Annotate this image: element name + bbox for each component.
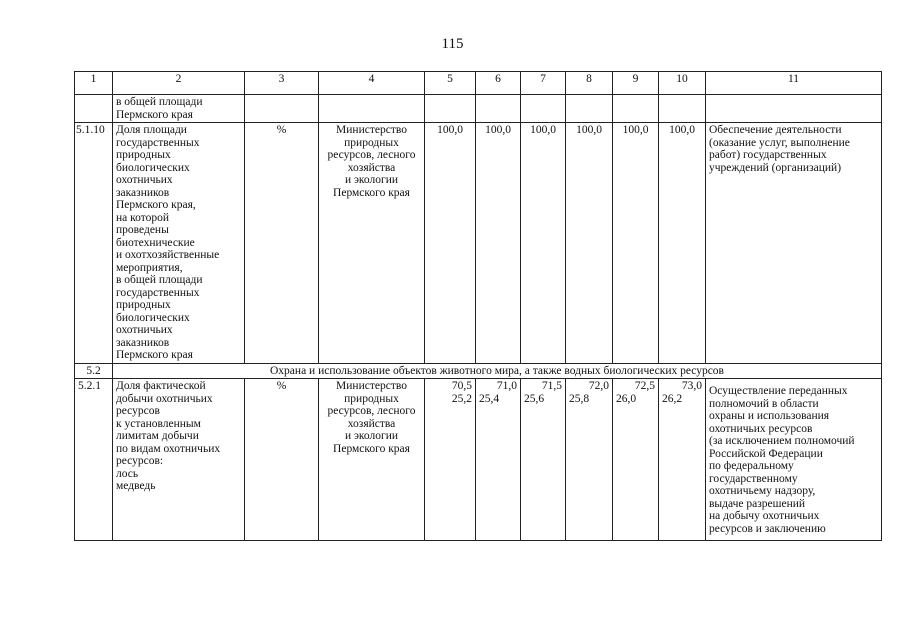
value-2018: 100,0 <box>613 123 659 364</box>
section-title: Охрана и использование объектов животного мира, а также водных биологических ресурсов <box>113 363 882 379</box>
page-number: 115 <box>441 36 464 52</box>
value-2019: 100,0 <box>659 123 706 364</box>
bear-value: 26,2 <box>662 392 683 405</box>
header-col-1: 1 <box>75 72 113 95</box>
bear-value: 25,2 <box>451 392 472 405</box>
elk-value: 71,0 <box>496 380 517 392</box>
value-2016: 100,0 <box>521 123 566 364</box>
bear-value: 25,8 <box>569 392 590 405</box>
activity-text: Осуществление переданных полномочий в области охраны и использования охотничьих ресурсов (за исключением полномочий Российской Федерации по федеральному государственному охотничьему надзору, выдаче разрешений на добычу охотничьих ресурсов и заключению <box>706 379 882 541</box>
header-col-2: 2 <box>113 72 245 95</box>
executor: Министерство природных ресурсов, лесного хозяйства и экологии Пермского края <box>319 123 425 364</box>
header-col-11: 11 <box>706 72 882 95</box>
header-col-3: 3 <box>245 72 319 95</box>
continuation-indicator: в общей площади Пермского края <box>113 95 245 123</box>
value-2017: 100,0 <box>566 123 613 364</box>
header-col-5: 5 <box>425 72 476 95</box>
elk-value: 70,5 <box>451 380 472 392</box>
table-row-5110 <box>75 123 882 364</box>
header-col-4: 4 <box>319 72 425 95</box>
unit: % <box>245 379 319 541</box>
indicator-text: Доля площади государственных природных биологических охотничьих заказников Пермского края, на которой проведены биотехнические и охотхозяйственные мероприятия, в общей площади государственных природных биологических охотничьих заказников Пермского края <box>113 123 245 364</box>
indicators-table <box>74 71 882 541</box>
header-col-6: 6 <box>476 72 521 95</box>
unit: % <box>245 123 319 364</box>
header-col-8: 8 <box>566 72 613 95</box>
activity-text: Обеспечение деятельности (оказание услуг, выполнение работ) государственных учреждений (организаций) <box>706 123 882 364</box>
value-2015: 100,0 <box>476 123 521 364</box>
header-row <box>75 72 882 95</box>
bear-value: 25,4 <box>479 392 500 405</box>
row-number: 5.2.1 <box>75 379 113 541</box>
value-2014: 100,0 <box>425 123 476 364</box>
bear-value: 26,0 <box>616 392 637 405</box>
continuation-row <box>75 95 882 123</box>
header-col-9: 9 <box>613 72 659 95</box>
elk-value: 71,5 <box>541 380 562 392</box>
section-row-52 <box>75 363 882 379</box>
elk-value: 72,5 <box>634 380 655 392</box>
section-number: 5.2 <box>75 363 113 379</box>
row-number: 5.1.10 <box>75 123 113 364</box>
header-col-10: 10 <box>659 72 706 95</box>
elk-value: 73,0 <box>681 380 702 392</box>
table-row-521 <box>75 379 882 541</box>
header-col-7: 7 <box>521 72 566 95</box>
executor: Министерство природных ресурсов, лесного хозяйства и экологии Пермского края <box>319 379 425 541</box>
elk-value: 72,0 <box>588 380 609 392</box>
indicator-text: Доля фактической добычи охотничьих ресурсов к установленным лимитам добычи по видам охотничьих ресурсов: лось медведь <box>113 379 245 541</box>
bear-value: 25,6 <box>524 392 545 405</box>
